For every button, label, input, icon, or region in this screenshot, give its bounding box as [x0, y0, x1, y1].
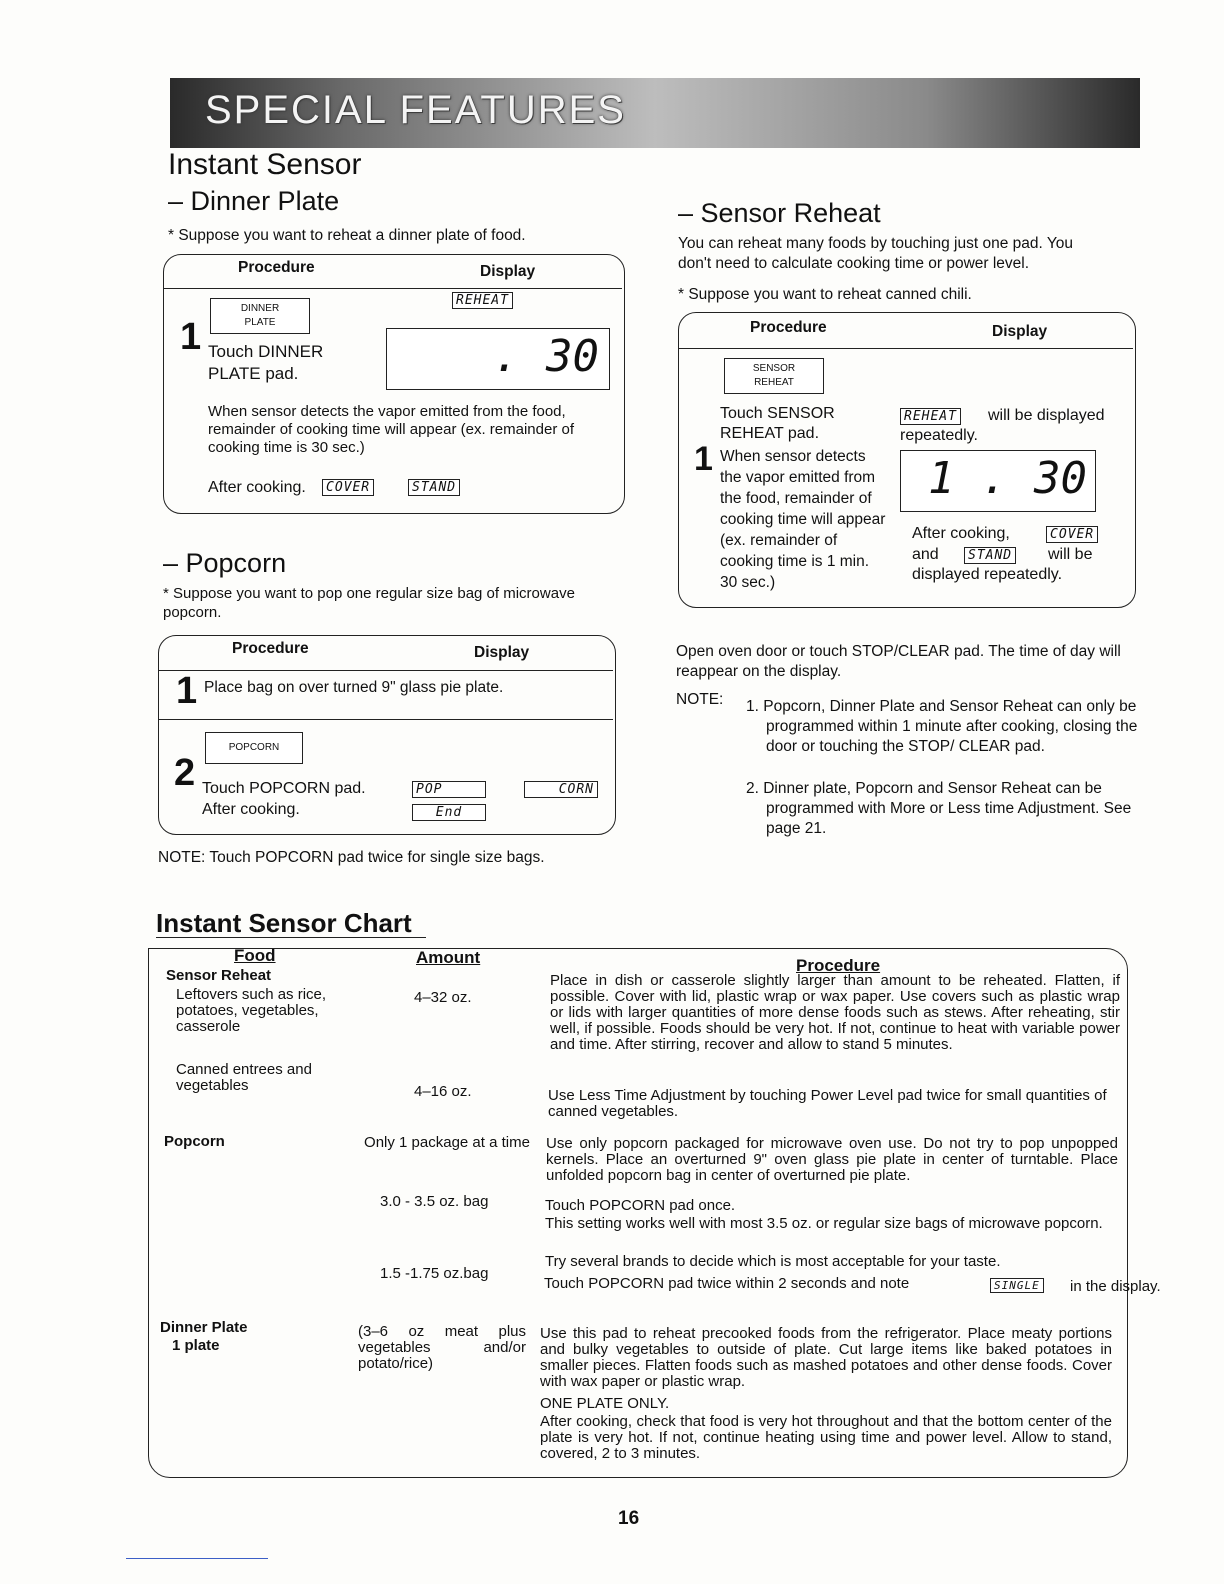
touch-popcorn-text: Touch POPCORN pad.	[202, 780, 366, 797]
sensor-detect-text: When sensor detects the vapor emitted from the food, remainder of cooking time will appear (ex. remainder of cooking time is 30 sec.)	[208, 403, 574, 456]
col-header-food: Food	[234, 946, 276, 965]
col-header-procedure: Procedure	[796, 956, 881, 975]
leftovers-food: Leftovers such as rice, potatoes, vegetables, casserole	[176, 986, 327, 1035]
reheat-intro-line1: You can reheat many foods by touching just one pad. You	[678, 235, 1073, 252]
dinner-plate-procedure-2: ONE PLATE ONLY.	[540, 1395, 670, 1412]
lcd-display	[386, 328, 610, 390]
leftovers-procedure: Place in dish or casserole slightly larger than amount to be reheated. Flatten, if possible. Cover with lid, plastic wrap or wax paper. Use covers such as plastic wrap or lids with larger quantities of more dense foods such as stews. After reheating, stir well, if possible. Foods should be very hot. If not, continue to heat with variable power and time. After stirring, recover and allow to stand 5 minutes.	[550, 972, 1120, 1053]
lcd-time-value: 1 . 30	[928, 453, 1087, 504]
dinner-plate-heading: – Dinner Plate	[168, 186, 340, 216]
reheat-segment: REHEAT	[900, 408, 961, 425]
step1-text: Place bag on over turned 9" glass pie plate.	[204, 679, 504, 696]
cover-segment: COVER	[1046, 526, 1098, 543]
col-header-amount: Amount	[416, 948, 481, 967]
after-cooking-text: After cooking,	[912, 525, 1010, 542]
step-number: 1	[694, 440, 713, 478]
will-be-displayed-text: will be displayed repeatedly.	[900, 407, 1105, 444]
display-label: Display	[480, 263, 536, 280]
note-item-1: 1. Popcorn, Dinner Plate and Sensor Reheat can only be programmed within 1 minute after cooking, closing the door or touching the STOP/ CLEAR pad.	[746, 698, 1138, 755]
after-cooking-label: After cooking.	[208, 479, 306, 496]
instant-sensor-title: Instant Sensor	[168, 148, 362, 181]
sensor-detect-text: When sensor detects the vapor emitted from the food, remainder of cooking time will appear (ex. remainder of cooking time is 1 min. 30 sec.)	[720, 448, 886, 591]
chart-title-underline	[156, 937, 426, 938]
and-text: and	[912, 546, 939, 563]
lcd-display	[900, 450, 1096, 512]
step-number: 1	[180, 316, 202, 358]
popcorn-amount-1: Only 1 package at a time	[364, 1134, 530, 1151]
touch-sensor-reheat-text: Touch SENSOR REHEAT pad.	[720, 405, 835, 442]
popcorn-note: NOTE: Touch POPCORN pad twice for single size bags.	[158, 849, 545, 866]
header-divider	[164, 288, 622, 289]
dinner-plate-pad	[210, 298, 310, 334]
end-segment: End	[412, 804, 486, 821]
display-label: Display	[992, 323, 1048, 340]
chart-title: Instant Sensor Chart	[156, 908, 412, 938]
popcorn-pad: POPCORN	[205, 732, 303, 764]
canned-procedure: Use Less Time Adjustment by touching Power Level pad twice for small quantities of canned vegetables.	[548, 1087, 1107, 1120]
sensor-reheat-label: Sensor Reheat	[166, 967, 272, 984]
reheat-intro-line3: * Suppose you want to reheat canned chili.	[678, 286, 972, 303]
pad-label-line2: PLATE	[244, 317, 276, 328]
after-cooking-text: After cooking.	[202, 801, 300, 818]
pad-label-line2: REHEAT	[754, 377, 794, 388]
dinner-plate-sub: 1 plate	[172, 1337, 220, 1354]
instruction-line2: PLATE pad.	[208, 364, 299, 383]
step2-number: 2	[174, 752, 196, 794]
popcorn-procedure-2a: Touch POPCORN pad once.	[545, 1197, 736, 1214]
corn-segment: CORN	[524, 781, 598, 798]
popcorn-intro: * Suppose you want to pop one regular size bag of microwave popcorn.	[163, 585, 575, 621]
note-item-2: 2. Dinner plate, Popcorn and Sensor Reheat can be programmed with More or Less time Adjustment. See page 21.	[746, 780, 1132, 837]
bottom-link-rule	[126, 1558, 268, 1559]
canned-food: Canned entrees and vegetables	[176, 1061, 312, 1094]
stand-segment: STAND	[964, 547, 1016, 564]
reheat-segment-display: REHEAT	[452, 292, 513, 309]
stand-segment: STAND	[408, 479, 460, 496]
cover-segment: COVER	[322, 479, 374, 496]
header-divider	[679, 348, 1133, 349]
single-segment: SINGLE	[990, 1278, 1044, 1293]
step1-number: 1	[176, 670, 198, 712]
step-divider	[159, 719, 613, 720]
lcd-time-value: . 30	[493, 331, 599, 382]
note-label: NOTE:	[676, 691, 724, 708]
popcorn-procedure-2b: This setting works well with most 3.5 oz. or regular size bags of microwave popcorn.	[545, 1215, 1103, 1232]
popcorn-label: Popcorn	[164, 1133, 225, 1150]
dinner-plate-label: Dinner Plate	[160, 1319, 248, 1336]
page-number: 16	[618, 1508, 640, 1529]
banner-title: SPECIAL FEATURES	[205, 88, 626, 132]
dinner-plate-intro: * Suppose you want to reheat a dinner plate of food.	[168, 227, 526, 244]
procedure-label: Procedure	[232, 640, 309, 657]
display-label: Display	[474, 644, 530, 661]
pad-label-line1: SENSOR	[752, 363, 796, 374]
procedure-label: Procedure	[238, 259, 315, 276]
leftovers-amount: 4–32 oz.	[414, 989, 472, 1006]
sensor-reheat-pad	[724, 358, 824, 394]
reheat-intro-line2: don't need to calculate cooking time or power level.	[678, 255, 1030, 272]
popcorn-procedure-3-pre: Touch POPCORN pad twice within 2 seconds and note	[544, 1275, 910, 1292]
dinner-plate-procedure-1: Use this pad to reheat precooked foods from the refrigerator. Place meaty portions and bulky vegetables to outside of plate. Cut large items like baked potatoes in smaller pieces. Flatten foods such as mashed potatoes and other dense foods. Cover with wax paper or plastic wrap.	[540, 1325, 1112, 1390]
procedure-label: Procedure	[750, 319, 827, 336]
popcorn-heading: – Popcorn	[163, 548, 287, 578]
open-door-text: Open oven door or touch STOP/CLEAR pad. The time of day will reappear on the display.	[676, 643, 1121, 680]
header-divider	[159, 670, 613, 671]
popcorn-procedure-3-post-inline: in the display.	[1070, 1278, 1161, 1295]
popcorn-procedure-1: Use only popcorn packaged for microwave oven use. Do not try to pop unpopped kernels. Place an overturned 9" oven glass pie plate in center of turntable. Place unfolded popcorn bag in center of overturned pie plate.	[546, 1135, 1118, 1184]
dinner-plate-amount: (3–6 oz meat plus vegetables and/or potato/rice)	[358, 1323, 526, 1372]
pop-segment: POP	[412, 781, 486, 798]
popcorn-amount-2: 3.0 - 3.5 oz. bag	[380, 1193, 489, 1210]
sensor-reheat-heading: – Sensor Reheat	[678, 198, 881, 228]
displayed-repeatedly-text: will be displayed repeatedly.	[912, 546, 1093, 583]
canned-amount: 4–16 oz.	[414, 1083, 472, 1100]
instruction-line1: Touch DINNER	[208, 342, 324, 361]
pad-label-line1: DINNER	[240, 303, 280, 314]
popcorn-procedure-2c: Try several brands to decide which is most acceptable for your taste.	[545, 1253, 1001, 1270]
popcorn-amount-3: 1.5 -1.75 oz.bag	[380, 1265, 489, 1282]
dinner-plate-procedure-3: After cooking, check that food is very hot throughout and that the bottom center of the plate is very hot. If not, continue heating using time and power level. Allow to stand, covered, 2 to 3 minutes.	[540, 1413, 1112, 1462]
